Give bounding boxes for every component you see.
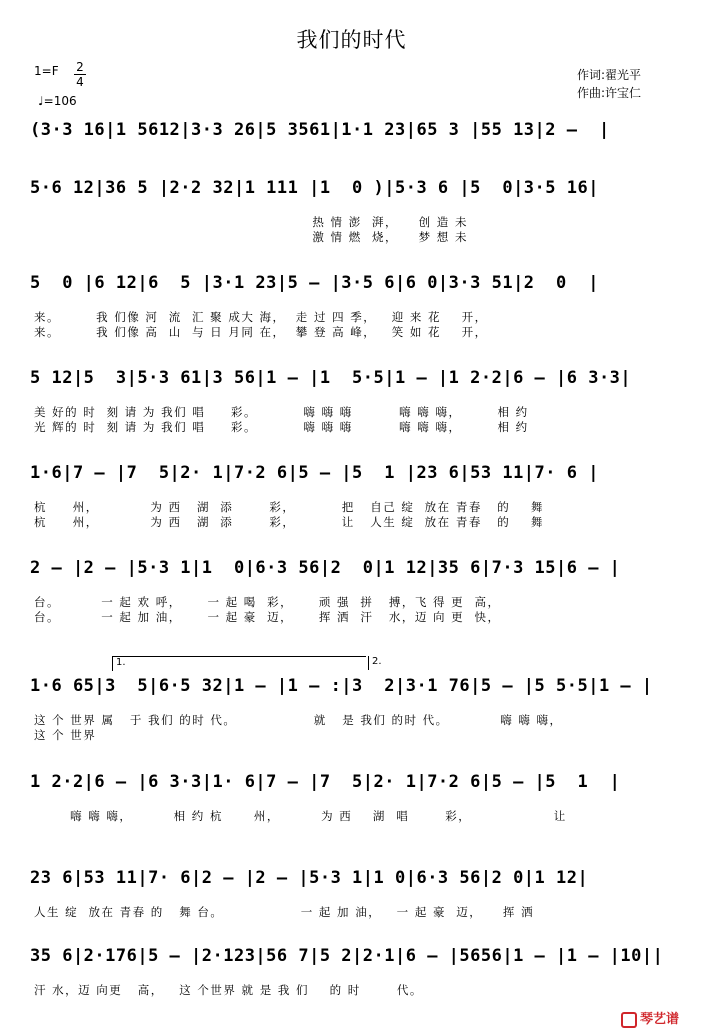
lyric-line: 台。 一 起 加 油， 一 起 豪 迈， 挥 洒 汗 水，迈 向 更 快， (34, 610, 501, 624)
jianpu-notes: 1 2·2|6 – |6 3·3|1· 6|7 – |7 5|2· 1|7·2 6|5 – |5 1 | (30, 772, 621, 792)
jianpu-notes: 2 – |2 – |5·3 1|1 0|6·3 56|2 0|1 12|35 6|7·3 15|6 – | (30, 558, 621, 578)
time-signature-top: 2 (76, 60, 84, 74)
tempo-marking: ♩=106 (38, 94, 77, 108)
time-signature (74, 60, 86, 89)
lyric-line: 嗨 嗨 嗨， 相 约 杭 州， 为 西 湖 唱 彩， 让 (34, 809, 567, 823)
lyric-line: 台。 一 起 欢 呼， 一 起 喝 彩， 顽 强 拼 搏，飞 得 更 高， (34, 595, 501, 609)
jianpu-notes: 5 0 |6 12|6 5 |3·1 23|5 – |3·5 6|6 0|3·3 51|2 0 | (30, 273, 599, 293)
song-title: 我们的时代 (296, 28, 407, 52)
lyric-line: 来。 我 们像 高 山 与 日 月同 在， 攀 登 高 峰， 笑 如 花 开， (34, 325, 488, 339)
jianpu-notes: 1·6|7 – |7 5|2· 1|7·2 6|5 – |5 1 |23 6|53 11|7· 6 | (30, 463, 599, 483)
logo-text: 琴艺谱 (640, 1012, 680, 1027)
composer-credit: 作曲:许宝仁 (577, 86, 642, 100)
lyric-line: 这 个 世界 (34, 728, 97, 742)
key-signature (34, 60, 84, 89)
logo-mark-icon (621, 1012, 637, 1028)
lyric-line: 杭 州， 为 西 湖 添 彩， 把 自己 绽 放在 青春 的 舞 (34, 500, 544, 514)
volta-second-ending: 2. (368, 656, 402, 670)
jianpu-notes: 1·6 65|3 5|6·5 32|1 – |1 – :|3 2|3·1 76|5 – |5 5·5|1 – | (30, 676, 653, 696)
lyric-line: 来。 我 们像 河 流 汇 聚 成大 海， 走 过 四 季， 迎 来 花 开， (34, 310, 488, 324)
lyricist-credit: 作词:翟光平 (577, 68, 642, 82)
lyric-line: 人生 绽 放在 青春 的 舞 台。 一 起 加 油， 一 起 豪 迈， 挥 洒 (34, 905, 535, 919)
jianpu-notes: 23 6|53 11|7· 6|2 – |2 – |5·3 1|1 0|6·3 56|2 0|1 12| (30, 868, 589, 888)
jianpu-notes: 35 6|2·176|5 – |2·123|56 7|5 2|2·1|6 – |5656|1 – |1 – |10|| (30, 946, 664, 966)
jianpu-notes: 5·6 12|36 5 |2·2 32|1 111 |1 0 )|5·3 6 |5 0|3·5 16| (30, 178, 599, 198)
lyric-line: 热 情 澎 湃， 创 造 未 (34, 215, 468, 229)
lyric-line: 汗 水，迈 向更 高， 这 个世界 就 是 我 们 的 时 代。 (34, 983, 423, 997)
lyric-line: 这 个 世界 属 于 我们 的时 代。 就 是 我们 的时 代。 嗨 嗨 嗨， (34, 713, 563, 727)
time-signature-bottom: 4 (74, 74, 86, 89)
lyric-line: 光 辉的 时 刻 请 为 我们 唱 彩。 嗨 嗨 嗨 嗨 嗨 嗨， 相 约 (34, 420, 529, 434)
site-logo (621, 1008, 679, 1028)
jianpu-notes: (3·3 16|1 5612|3·3 26|5 3561|1·1 23|65 3 |55 13|2 – | (30, 120, 610, 140)
jianpu-notes: 5 12|5 3|5·3 61|3 56|1 – |1 5·5|1 – |1 2·2|6 – |6 3·3| (30, 368, 632, 388)
credits (577, 66, 641, 102)
volta-first-ending: 1. (112, 656, 366, 671)
lyric-line: 激 情 燃 烧， 梦 想 未 (34, 230, 468, 244)
key-label: 1=F (34, 64, 59, 78)
lyric-line: 美 好的 时 刻 请 为 我们 唱 彩。 嗨 嗨 嗨 嗨 嗨 嗨， 相 约 (34, 405, 529, 419)
lyric-line: 杭 州， 为 西 湖 添 彩， 让 人生 绽 放在 青春 的 舞 (34, 515, 544, 529)
